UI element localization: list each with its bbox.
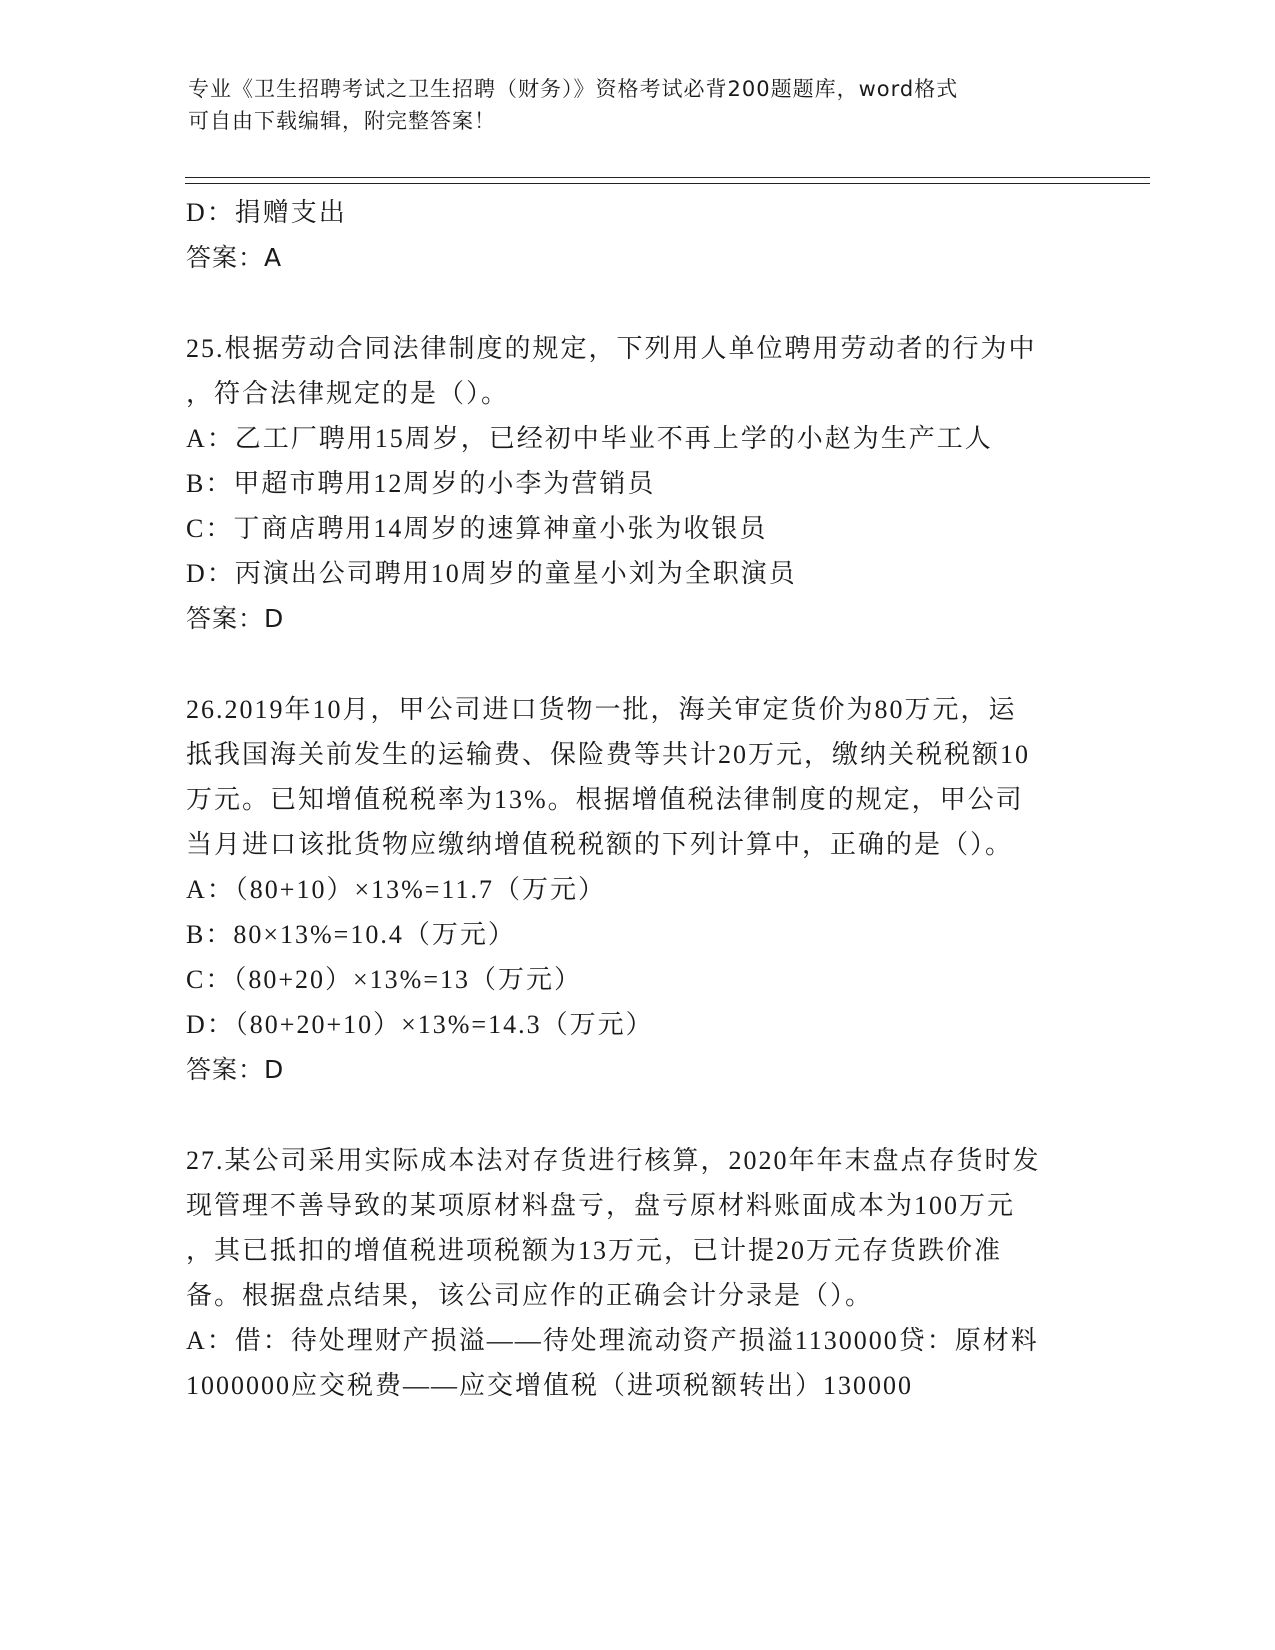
question-26 [186, 687, 1086, 1092]
option-c: C：（80+20）×13%=13（万元） [186, 965, 582, 994]
option-a-line: A：借：待处理财产损溢——待处理流动资产损溢1130000贷：原材料 [186, 1326, 1039, 1355]
answer: 答案：D [186, 1055, 285, 1084]
header-line-2: 可自由下载编辑，附完整答案！ [188, 109, 496, 133]
option-d: D：捐赠支出 [186, 198, 347, 227]
question-stem-line: ，符合法律规定的是（）。 [186, 379, 510, 408]
spacer [186, 641, 1086, 687]
question-stem-line: ，其已抵扣的增值税进项税额为13万元，已计提20万元存货跌价准 [186, 1236, 1003, 1265]
question-stem-line: 26.2019年10月，甲公司进口货物一批，海关审定货价为80万元，运 [186, 695, 1017, 724]
question-24-tail [186, 190, 1086, 280]
question-25 [186, 326, 1086, 641]
answer: 答案：D [186, 604, 285, 633]
option-d: D：（80+20+10）×13%=14.3（万元） [186, 1010, 654, 1039]
question-stem-line: 当月进口该批货物应缴纳增值税税额的下列计算中，正确的是（）。 [186, 830, 1014, 859]
header-line-1: 专业《卫生招聘考试之卫生招聘（财务）》资格考试必背200题题库，word格式 [188, 77, 959, 101]
question-stem-line: 万元。已知增值税税率为13%。根据增值税法律制度的规定，甲公司 [186, 785, 1024, 814]
question-stem-line: 现管理不善导致的某项原材料盘亏，盘亏原材料账面成本为100万元 [186, 1191, 1016, 1220]
page-header [188, 73, 1088, 137]
document-body [186, 190, 1086, 1408]
option-b: B：80×13%=10.4（万元） [186, 920, 516, 949]
question-stem-line: 27.某公司采用实际成本法对存货进行核算，2020年年末盘点存货时发 [186, 1146, 1041, 1175]
option-a-line: 1000000应交税费——应交增值税（进项税额转出）130000 [186, 1371, 914, 1400]
question-27 [186, 1138, 1086, 1408]
option-a: A：（80+10）×13%=11.7（万元） [186, 875, 606, 904]
spacer [186, 280, 1086, 326]
question-stem-line: 备。根据盘点结果，该公司应作的正确会计分录是（）。 [186, 1281, 874, 1310]
spacer [186, 1092, 1086, 1138]
answer: 答案：A [186, 243, 283, 272]
option-d: D：丙演出公司聘用10周岁的童星小刘为全职演员 [186, 559, 797, 588]
option-a: A：乙工厂聘用15周岁，已经初中毕业不再上学的小赵为生产工人 [186, 424, 993, 453]
question-stem-line: 25.根据劳动合同法律制度的规定，下列用人单位聘用劳动者的行为中 [186, 334, 1037, 363]
option-b: B：甲超市聘用12周岁的小李为营销员 [186, 469, 656, 498]
question-stem-line: 抵我国海关前发生的运输费、保险费等共计20万元，缴纳关税税额10 [186, 740, 1031, 769]
header-divider [185, 177, 1150, 184]
option-c: C：丁商店聘用14周岁的速算神童小张为收银员 [186, 514, 768, 543]
